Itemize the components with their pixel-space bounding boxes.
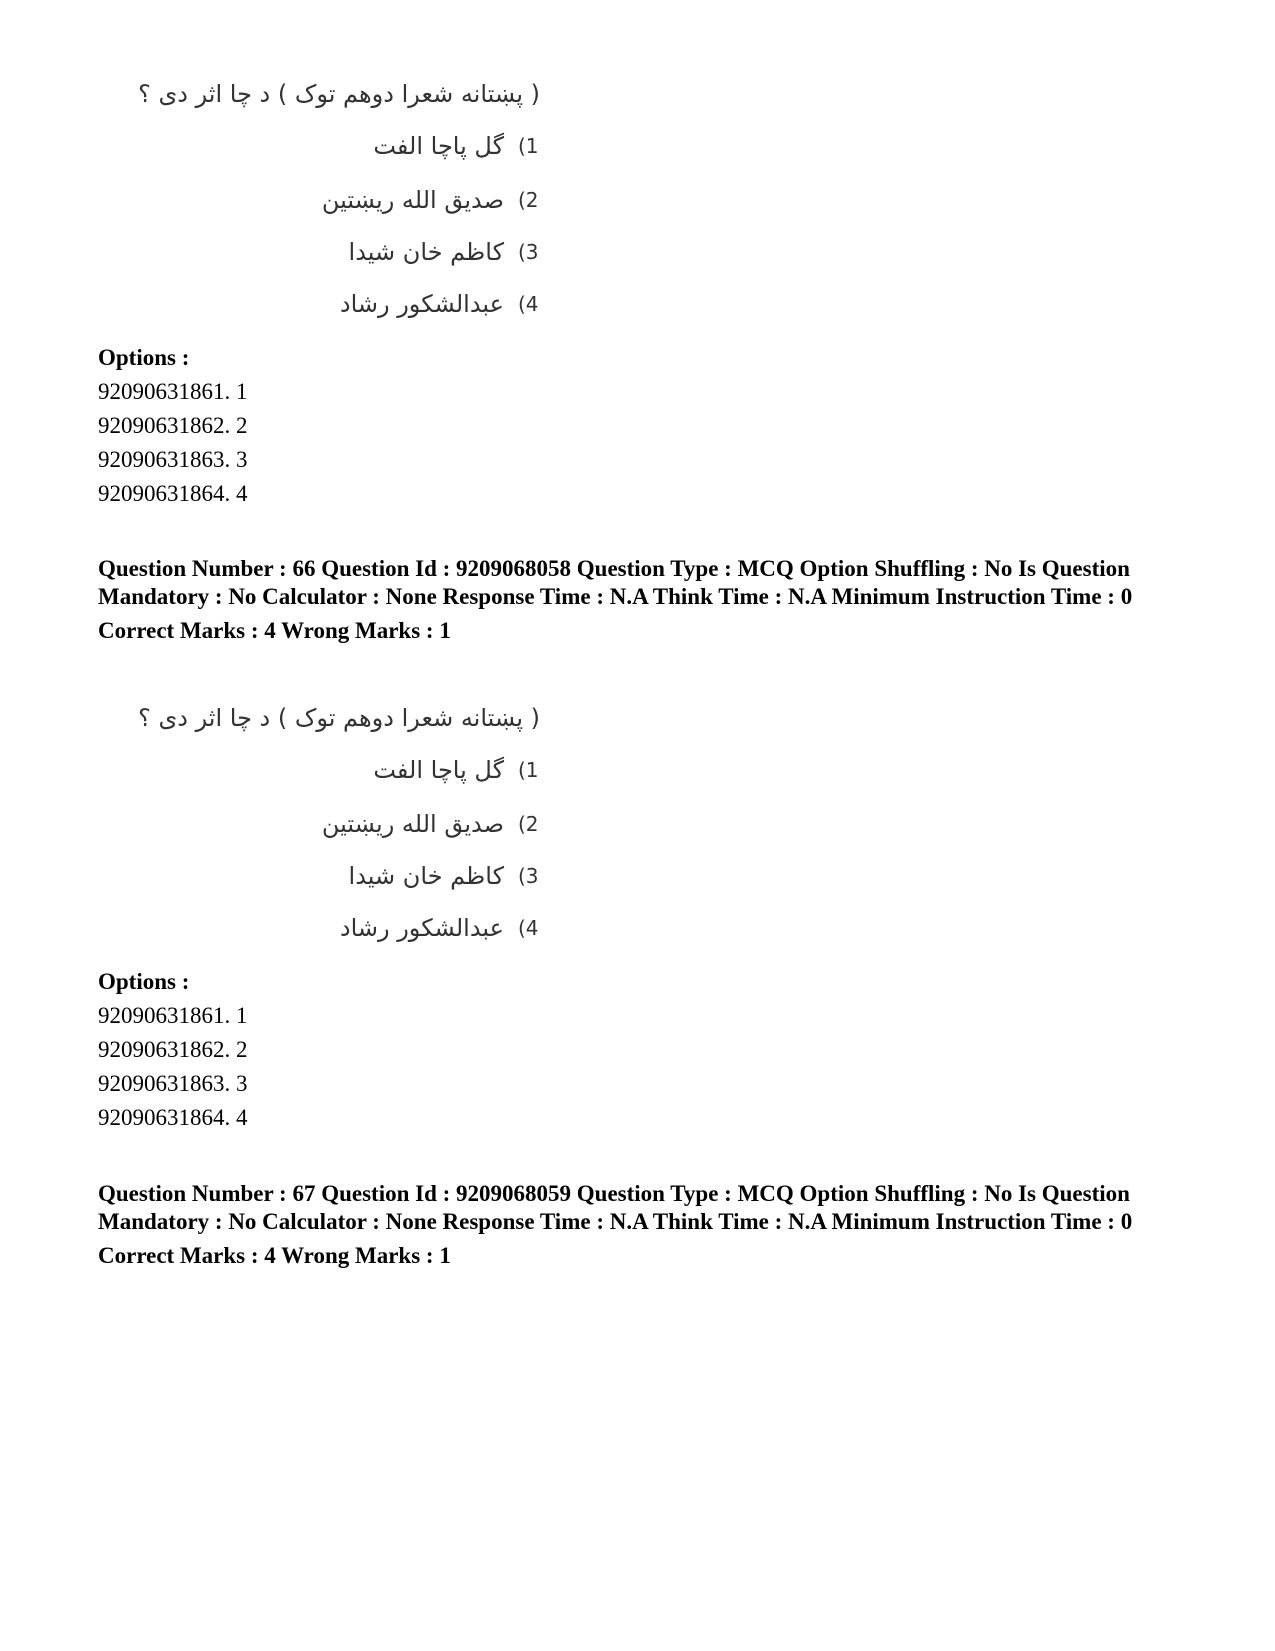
image-option-text: کاظم خان شیدا bbox=[348, 238, 504, 266]
image-option-number: (4 bbox=[518, 292, 539, 316]
question-image bbox=[108, 704, 548, 954]
image-option bbox=[340, 290, 540, 318]
image-option-text: گل پاچا الفت bbox=[373, 756, 504, 784]
image-option-text: عبدالشکور رشاد bbox=[339, 914, 504, 942]
image-option-number: (3 bbox=[518, 864, 539, 888]
option-line: 92090631864. 4 bbox=[98, 1105, 248, 1130]
option-line: 92090631863. 3 bbox=[98, 447, 248, 472]
option-line: 92090631864. 4 bbox=[98, 481, 248, 506]
question-stem: ( پښتانه شعرا دوهم توک ) د چا اثر دی ؟ bbox=[138, 704, 540, 732]
option-line: 92090631862. 2 bbox=[98, 413, 248, 438]
image-option-number: (4 bbox=[518, 916, 539, 940]
image-option-text: گل پاچا الفت bbox=[373, 132, 504, 160]
option-line: 92090631861. 1 bbox=[98, 379, 248, 404]
image-option-number: (1 bbox=[518, 134, 539, 158]
question-marks: Correct Marks : 4 Wrong Marks : 1 bbox=[98, 1243, 451, 1268]
image-option bbox=[373, 756, 540, 784]
image-option bbox=[340, 914, 540, 942]
image-option bbox=[373, 132, 540, 160]
question-stem: ( پښتانه شعرا دوهم توک ) د چا اثر دی ؟ bbox=[138, 80, 540, 108]
image-option bbox=[349, 238, 540, 266]
options-block bbox=[98, 341, 248, 511]
question-meta: Question Number : 66 Question Id : 9209068058 Question Type : MCQ Option Shuffling : No Is Question Mandatory : No Calculator : None Response Time : N.A Think Time : N.A Minimum Instruction Time : 0 bbox=[98, 556, 1133, 609]
image-option-number: (2 bbox=[518, 812, 539, 836]
option-line: 92090631861. 1 bbox=[98, 1003, 248, 1028]
question-header bbox=[98, 1180, 1188, 1270]
image-option-text: عبدالشکور رشاد bbox=[339, 290, 504, 318]
image-option-text: صدیق الله ریښتین bbox=[321, 186, 504, 214]
image-option bbox=[349, 862, 540, 890]
option-line: 92090631863. 3 bbox=[98, 1071, 248, 1096]
options-block bbox=[98, 965, 248, 1135]
image-option-number: (1 bbox=[518, 758, 539, 782]
image-option bbox=[322, 810, 540, 838]
image-option-number: (3 bbox=[518, 240, 539, 264]
image-option-text: کاظم خان شیدا bbox=[348, 862, 504, 890]
question-image bbox=[108, 80, 548, 330]
question-meta: Question Number : 67 Question Id : 9209068059 Question Type : MCQ Option Shuffling : No Is Question Mandatory : No Calculator : None Response Time : N.A Think Time : N.A Minimum Instruction Time : 0 bbox=[98, 1181, 1133, 1234]
image-option bbox=[322, 186, 540, 214]
option-line: 92090631862. 2 bbox=[98, 1037, 248, 1062]
options-label: Options : bbox=[98, 345, 190, 370]
image-option-text: صدیق الله ریښتین bbox=[321, 810, 504, 838]
question-marks: Correct Marks : 4 Wrong Marks : 1 bbox=[98, 618, 451, 643]
image-option-number: (2 bbox=[518, 188, 539, 212]
options-label: Options : bbox=[98, 969, 190, 994]
question-header bbox=[98, 555, 1188, 645]
